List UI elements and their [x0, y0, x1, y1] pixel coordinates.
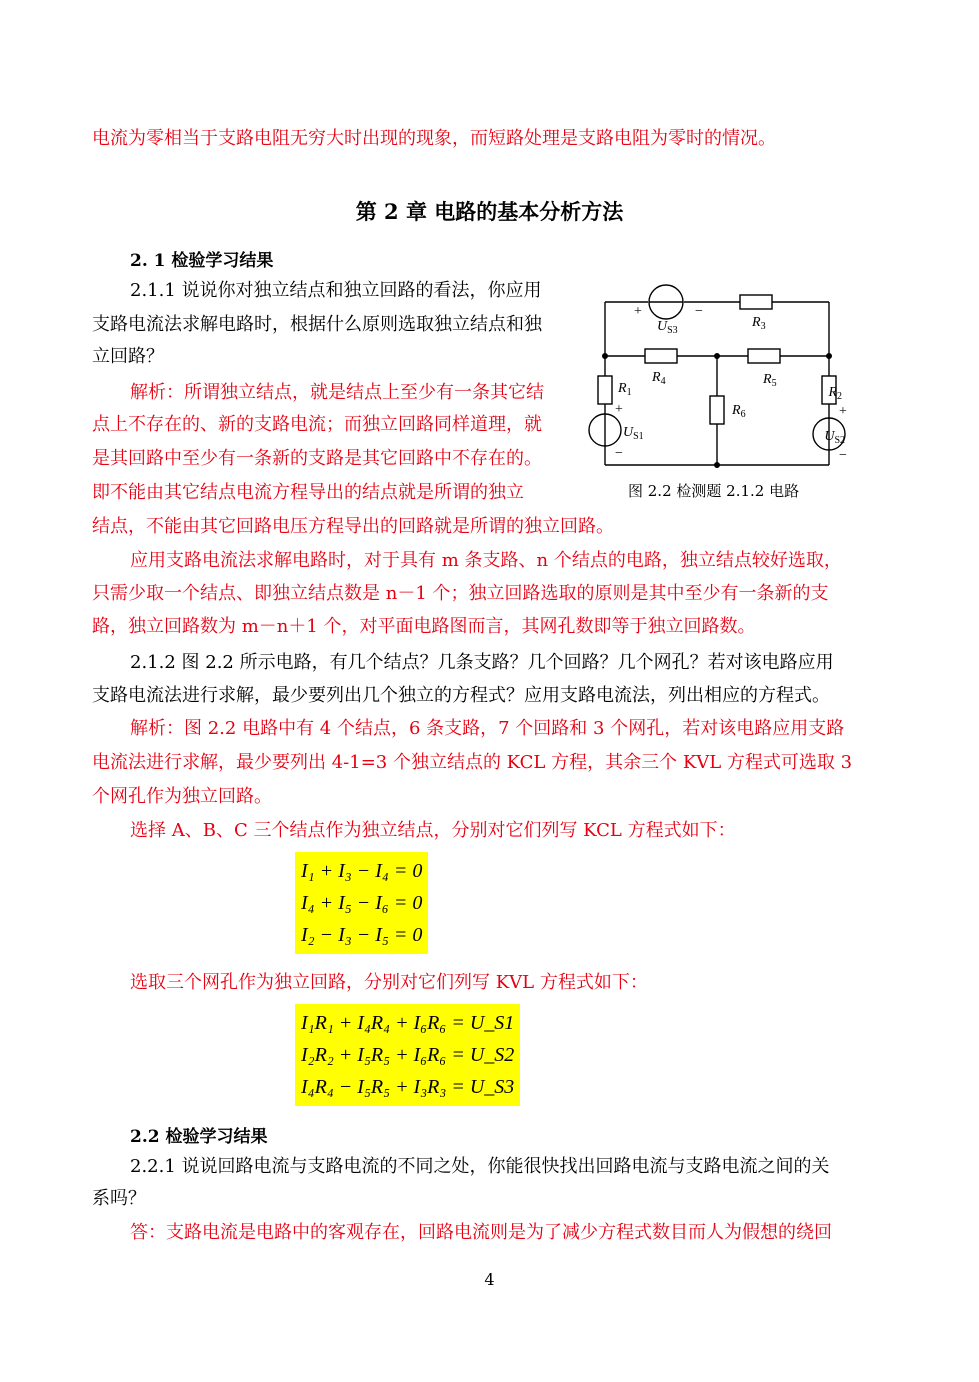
kvl-intro: 选取三个网孔作为独立回路，分别对它们列写 KVL 方程式如下： — [130, 972, 648, 993]
kcl-equation-1: I₁ + I₃ − I₄ = 0 — [301, 860, 423, 882]
kvl-equations — [295, 1004, 520, 1106]
svg-text:US2: $U_{S2}$ — [824, 429, 845, 446]
question-2-2-1-line-2: 系吗？ — [92, 1188, 146, 1209]
answer-2-1-1-line-4: 即不能由其它结点电流方程导出的结点就是所谓的独立 — [92, 482, 524, 503]
resistor-r1 — [598, 376, 612, 404]
node-d — [714, 462, 720, 468]
section-title-2-2: 2.2 检验学习结果 — [130, 1127, 268, 1147]
svg-text:−: − — [615, 446, 623, 461]
question-2-1-1-line-3: 立回路？ — [92, 346, 164, 367]
answer-2-1-1-line-5: 结点，不能由其它回路电压方程导出的回路就是所谓的独立回路。 — [92, 516, 614, 537]
node-a — [602, 353, 608, 359]
svg-text:−: − — [839, 448, 847, 463]
answer-2-1-1-line-3: 是其回路中至少有一条新的支路是其它回路中不存在的。 — [92, 448, 542, 469]
resistor-r3 — [740, 295, 772, 309]
answer-2-1-1-para2-line-3: 路，独立回路数为 m－n＋1 个，对平面电路图而言，其网孔数即等于独立回路数。 — [92, 616, 756, 637]
answer-2-1-1-para2-line-1: 应用支路电流法求解电路时，对于具有 m 条支路、n 个结点的电路，独立结点较好选取， — [130, 550, 842, 571]
svg-text:−: − — [695, 304, 703, 319]
svg-text:+: + — [634, 304, 642, 319]
svg-text:R1: $R_1$ — [618, 381, 632, 398]
question-2-1-1-line-2: 支路电流法求解电路时，根据什么原则选取独立结点和独 — [92, 314, 542, 335]
question-2-2-1-line-1: 2.2.1 说说回路电流与支路电流的不同之处，你能很快找出回路电流与支路电流之间的关 — [130, 1156, 830, 1177]
answer-2-1-2-line-3: 个网孔作为独立回路。 — [92, 786, 272, 807]
question-2-1-1-line-1: 2.1.1 说说你对独立结点和独立回路的看法，你应用 — [130, 280, 542, 301]
kcl-equations — [295, 852, 428, 954]
svg-text:R3: $R_3$ — [752, 315, 766, 332]
continued-answer-line: 电流为零相当于支路电阻无穷大时出现的现象，而短路处理是支路电阻为零时的情况。 — [92, 128, 776, 149]
svg-text:US1: $U_{S1}$ — [623, 425, 644, 442]
question-2-1-2-line-2: 支路电流法进行求解，最少要列出几个独立的方程式？应用支路电流法，列出相应的方程式。 — [92, 685, 830, 706]
kcl-equation-3: I₂ − I₃ − I₅ = 0 — [301, 924, 423, 946]
kvl-equation-3: I₄R₄ − I₅R₅ + I₃R₃ = U_S3 — [301, 1076, 515, 1098]
answer-2-1-1-line-1: 解析：所谓独立结点，就是结点上至少有一条其它结 — [130, 382, 544, 403]
circuit-diagram — [596, 282, 846, 472]
svg-text:R5: $R_5$ — [763, 372, 777, 389]
resistor-r5 — [748, 349, 780, 363]
question-2-1-2-line-1: 2.1.2 图 2.2 所示电路，有几个结点？几条支路？几个回路？几个网孔？若对该电路应用 — [130, 652, 834, 673]
resistor-r6 — [710, 396, 724, 424]
node-b — [714, 353, 720, 359]
page-number: 4 — [484, 1270, 495, 1289]
answer-2-1-1-line-2: 点上不存在的、新的支路电流；而独立回路同样道理，就 — [92, 414, 542, 435]
svg-text:+: + — [615, 402, 623, 417]
kvl-equation-2: I₂R₂ + I₅R₅ + I₆R₆ = U_S2 — [301, 1044, 515, 1066]
svg-text:R4: $R_4$ — [652, 370, 666, 387]
node-c — [826, 353, 832, 359]
resistor-r4 — [645, 349, 677, 363]
section-title-2-1: 2. 1 检验学习结果 — [130, 251, 274, 271]
kvl-equation-1: I₁R₁ + I₄R₄ + I₆R₆ = U_S1 — [301, 1012, 515, 1034]
answer-2-1-2-line-2: 电流法进行求解，最少要列出 4-1=3 个独立结点的 KCL 方程，其余三个 KVL 方程式可选取 3 — [92, 752, 853, 773]
svg-text:R6: $R_6$ — [732, 403, 746, 420]
answer-2-1-1-para2-line-2: 只需少取一个结点、即独立结点数是 n－1 个；独立回路选取的原则是其中至少有一条新的支 — [92, 583, 829, 604]
answer-2-2-1-line-1: 答：支路电流是电路中的客观存在，回路电流则是为了减少方程式数目而人为假想的绕回 — [130, 1222, 832, 1243]
kcl-intro: 选择 A、B、C 三个结点作为独立结点，分别对它们列写 KCL 方程式如下： — [130, 820, 736, 841]
svg-text:US3: $U_{S3}$ — [657, 319, 678, 336]
chapter-title: 第 2 章 电路的基本分析方法 — [355, 199, 624, 224]
figure-caption: 图 2.2 检测题 2.1.2 电路 — [628, 482, 800, 500]
svg-text:+: + — [839, 404, 847, 419]
kcl-equation-2: I₄ + I₅ − I₆ = 0 — [301, 892, 423, 914]
answer-2-1-2-line-1: 解析：图 2.2 电路中有 4 个结点，6 条支路，7 个回路和 3 个网孔，若对该电路应用支路 — [130, 718, 845, 739]
svg-text:R2: $R_2$ — [828, 385, 842, 402]
